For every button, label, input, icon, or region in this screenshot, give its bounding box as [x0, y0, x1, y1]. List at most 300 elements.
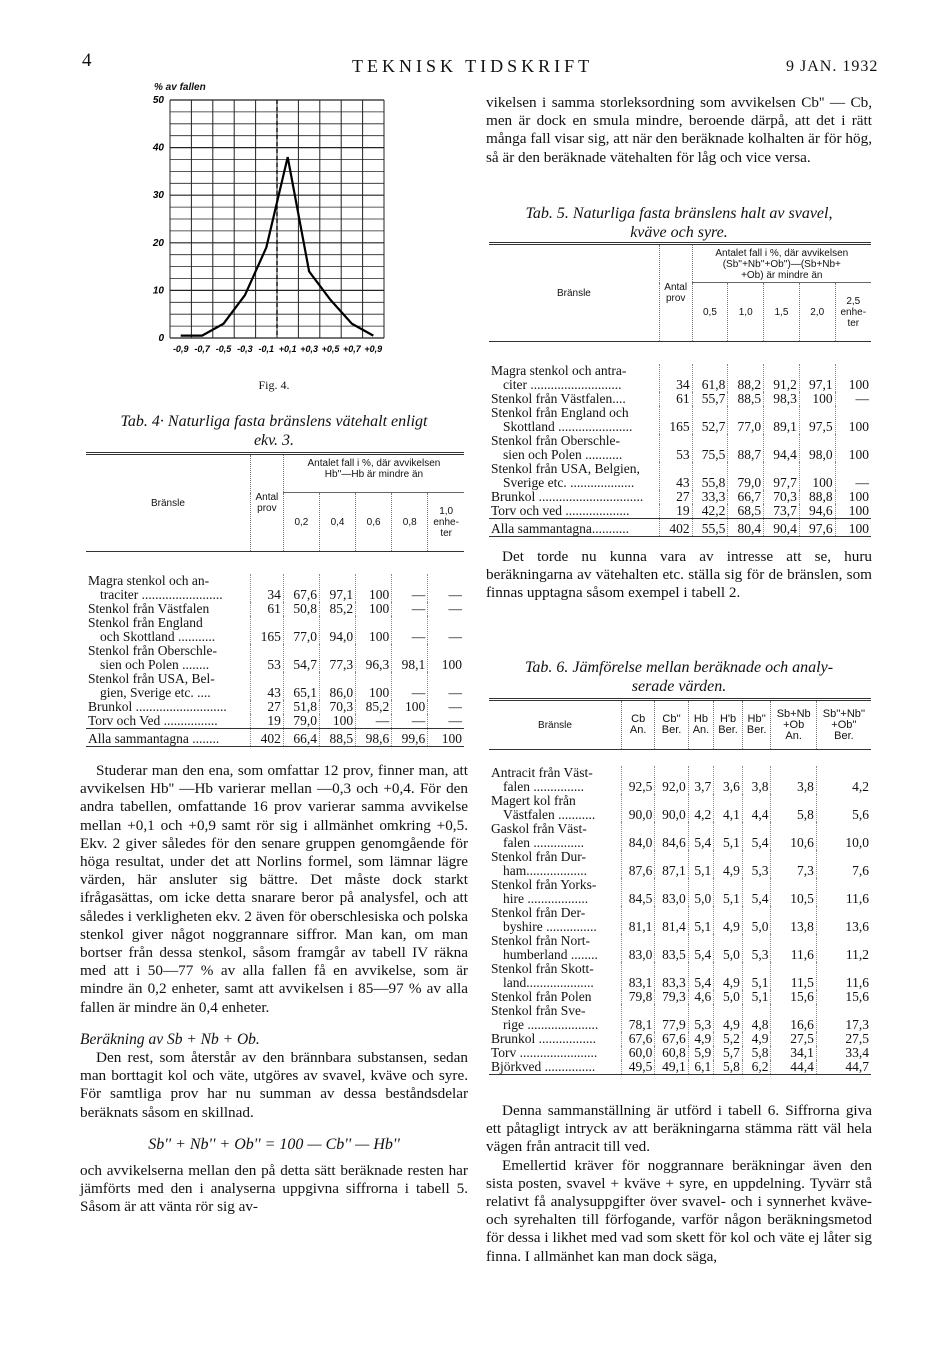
value-cell: 67,6 — [283, 574, 319, 602]
value-cell: — — [356, 714, 392, 729]
value-cell: 5,1 — [742, 990, 771, 1004]
value-cell: 83,1 — [622, 962, 655, 990]
header-group — [692, 244, 871, 283]
fuel-name-line: Brunkol ............................... — [491, 488, 644, 504]
header-fuel: Bränsle — [489, 700, 622, 750]
total-row — [86, 728, 464, 746]
value-cell: 4,9 — [714, 1004, 743, 1032]
fuel-name-line: Brunkol ................. — [491, 1030, 597, 1046]
fuel-name — [489, 434, 659, 462]
value-cell: — — [428, 672, 464, 700]
value-cell: 16,6 — [771, 1004, 816, 1032]
value-cell: — — [835, 392, 871, 406]
value-cell: 4,1 — [714, 794, 743, 822]
value-cell: 4,9 — [714, 906, 743, 934]
header-col — [622, 700, 655, 750]
value-cell: 100 — [356, 616, 392, 644]
value-cell: 77,0 — [283, 616, 319, 644]
value-cell: 13,6 — [816, 906, 871, 934]
header-col — [655, 700, 688, 750]
value-cell: 5,1 — [688, 906, 713, 934]
fuel-name — [86, 574, 250, 602]
value-cell: 67,6 — [622, 1032, 655, 1046]
table-row — [86, 672, 464, 700]
value-cell: 5,3 — [688, 1004, 713, 1032]
count-cell: 53 — [659, 434, 692, 462]
fuel-name — [86, 616, 250, 644]
value-cell: 87,1 — [655, 850, 688, 878]
x-tick-label: -0,7 — [194, 344, 210, 354]
value-cell: 49,1 — [655, 1060, 688, 1075]
fuel-name-line: Stenkol från England och — [491, 404, 629, 420]
value-cell: 100 — [319, 714, 355, 729]
fuel-name-line: och Skottland ........... — [100, 628, 216, 644]
value-cell: 4,9 — [742, 1032, 771, 1046]
value-cell: — — [392, 714, 428, 729]
value-cell: 4,9 — [688, 1032, 713, 1046]
value-cell: 55,8 — [692, 462, 728, 490]
table-5 — [489, 242, 871, 537]
header-col-line: Ber. — [718, 724, 738, 736]
value-cell: 27,5 — [816, 1032, 871, 1046]
section-heading: Beräkning av Sb + Nb + Ob. — [80, 1030, 260, 1048]
table-row — [489, 364, 871, 392]
fuel-name — [489, 490, 659, 504]
value-cell: 5,2 — [714, 1032, 743, 1046]
tab6-caption — [486, 658, 872, 696]
value-cell: 73,7 — [764, 504, 800, 519]
value-cell: 94,4 — [764, 434, 800, 462]
table-row — [489, 392, 871, 406]
value-cell: — — [392, 574, 428, 602]
value-cell: 99,6 — [392, 728, 428, 746]
y-tick-label: 50 — [152, 95, 164, 106]
value-cell: 70,3 — [764, 490, 800, 504]
value-cell: 83,0 — [655, 878, 688, 906]
fuel-name-line: Stenkol från England — [88, 614, 203, 630]
header-col: 2,5 enhe-ter — [835, 283, 871, 342]
fuel-name — [489, 990, 622, 1004]
table-row — [86, 602, 464, 616]
value-cell: 7,3 — [771, 850, 816, 878]
header-col-line: Ber. — [661, 724, 682, 736]
value-cell: 98,3 — [764, 392, 800, 406]
table-row — [489, 822, 871, 850]
y-tick-label: 0 — [158, 333, 164, 344]
value-cell: 10,0 — [816, 822, 871, 850]
line-chart — [128, 80, 408, 370]
header-col: 0,2 — [283, 493, 319, 552]
spacer-row — [489, 342, 871, 364]
value-cell: 49,5 — [622, 1060, 655, 1075]
fuel-name — [489, 504, 659, 519]
table-row — [489, 934, 871, 962]
header-col-line: Ber. — [834, 729, 854, 742]
table-row — [86, 700, 464, 714]
value-cell: 66,4 — [283, 728, 319, 746]
value-cell: — — [428, 714, 464, 729]
x-tick-label: -0,1 — [258, 344, 275, 354]
value-cell: 17,3 — [816, 1004, 871, 1032]
value-cell: 5,1 — [714, 822, 743, 850]
value-cell: 100 — [392, 700, 428, 714]
header-col-line: +Ob'' — [831, 718, 857, 731]
value-cell: 5,8 — [742, 1046, 771, 1060]
fuel-name — [489, 462, 659, 490]
header-col: 0,5 — [692, 283, 728, 342]
fuel-name — [489, 1032, 622, 1046]
value-cell: 84,0 — [622, 822, 655, 850]
paragraph: Emellertid kräver för noggrannare beräkningar även den sista posten, svavel + kväve + syre, en uppdelning. Tyvärr stå relativt få analysuppgifter över svavel- och i synnerhet kväve- och syrehalten till förfogande, varför någon beräkningsmetod för dessa i likhet med vad som skett för kol och väte ej låter sig finna. I allmänhet kan man dock säga, — [486, 1156, 872, 1265]
fuel-name — [86, 714, 250, 729]
fuel-name — [489, 364, 659, 392]
table-row — [489, 406, 871, 434]
value-cell: 5,4 — [742, 878, 771, 906]
table-row — [86, 644, 464, 672]
value-cell: 79,3 — [655, 990, 688, 1004]
count-cell: 19 — [250, 714, 283, 729]
tab4-caption-line1: Tab. 4· Naturliga fasta bränslens vätehalt enligt — [120, 413, 428, 430]
fuel-name-line: Stenkol från Polen — [491, 988, 592, 1004]
value-cell: 4,6 — [688, 990, 713, 1004]
fuel-name — [489, 822, 622, 850]
value-cell: 97,1 — [319, 574, 355, 602]
value-cell: 94,0 — [319, 616, 355, 644]
tab6-caption-line1: Tab. 6. Jämförelse mellan beräknade och analy- — [524, 659, 834, 676]
fuel-name — [489, 406, 659, 434]
fuel-name-line: Stenkol från Yorks- — [491, 876, 597, 892]
count-cell: 61 — [659, 392, 692, 406]
fuel-name — [489, 392, 659, 406]
header-fuel: Bränsle — [489, 244, 659, 342]
value-cell: 5,0 — [742, 906, 771, 934]
table-row — [489, 962, 871, 990]
value-cell: 11,2 — [816, 934, 871, 962]
table-6 — [489, 698, 871, 1075]
tab4-caption-line2: ekv. 3. — [253, 432, 295, 449]
value-cell: 100 — [799, 392, 835, 406]
fuel-name — [86, 644, 250, 672]
fuel-name-line: hire .................. — [503, 890, 589, 906]
value-cell: 100 — [835, 364, 871, 392]
total-name: Alla sammantagna ........ — [88, 730, 220, 746]
value-cell: 84,6 — [655, 822, 688, 850]
value-cell: 5,6 — [816, 794, 871, 822]
y-axis-label: % av fallen — [154, 82, 206, 93]
value-cell: 81,1 — [622, 906, 655, 934]
fuel-name-line: Magra stenkol och an- — [88, 572, 210, 588]
value-cell: 5,9 — [688, 1046, 713, 1060]
table-4 — [86, 452, 464, 747]
value-cell: 97,6 — [799, 518, 835, 536]
header-col: 2,0 — [799, 283, 835, 342]
table-row — [489, 1046, 871, 1060]
header-col: 1,0 enhe-ter — [428, 493, 464, 552]
value-cell: 5,1 — [714, 878, 743, 906]
value-cell: 7,6 — [816, 850, 871, 878]
right-body-text-bottom — [486, 1102, 872, 1266]
value-cell: 15,6 — [771, 990, 816, 1004]
value-cell: 67,6 — [655, 1032, 688, 1046]
fuel-name-line: Sverige etc. ................... — [503, 474, 635, 490]
count-cell: 27 — [250, 700, 283, 714]
value-cell: 34,1 — [771, 1046, 816, 1060]
value-cell: 65,1 — [283, 672, 319, 700]
fuel-name — [489, 1046, 622, 1060]
header-col — [816, 700, 871, 750]
header-group-line: (Sb''+Nb''+Ob'')—(Sb+Nb+ — [722, 259, 841, 270]
header-group — [283, 454, 464, 493]
value-cell: 88,8 — [799, 490, 835, 504]
value-cell: 5,0 — [688, 878, 713, 906]
total-row — [489, 518, 871, 536]
header-group-line: Hb''—Hb är mindre än — [324, 469, 424, 480]
fuel-name-line: Stenkol från Oberschle- — [88, 642, 217, 658]
value-cell: 83,0 — [622, 934, 655, 962]
total-name: Alla sammantagna........... — [491, 520, 629, 536]
header-col-line: Hb — [693, 713, 708, 725]
value-cell: 10,6 — [771, 822, 816, 850]
value-cell: 98,1 — [392, 644, 428, 672]
value-cell: 86,0 — [319, 672, 355, 700]
value-cell: 70,3 — [319, 700, 355, 714]
value-cell: 4,9 — [714, 962, 743, 990]
paragraph: Det torde nu kunna vara av intresse att se, huru beräkningarna av vätehalten etc. ställa sig för de bränslen, som finnas upptagna såsom exempel i tabell 2. — [486, 548, 872, 602]
fuel-name — [489, 878, 622, 906]
header-col: 0,8 — [392, 493, 428, 552]
fuel-name-line: Magra stenkol och antra- — [491, 362, 627, 378]
fuel-name — [489, 766, 622, 794]
fuel-name-line: Stenkol från Dur- — [491, 848, 586, 864]
header-col-line: Sb''+Nb'' — [822, 707, 866, 720]
value-cell: 77,3 — [319, 644, 355, 672]
value-cell: 100 — [356, 574, 392, 602]
value-cell: 78,1 — [622, 1004, 655, 1032]
header-col: 1,0 — [728, 283, 764, 342]
table-row — [86, 616, 464, 644]
issue-date: 9 JAN. 1932 — [786, 58, 879, 75]
fuel-name — [489, 906, 622, 934]
table-row — [489, 434, 871, 462]
fuel-name-line: Stenkol från Nort- — [491, 932, 590, 948]
value-cell: — — [428, 602, 464, 616]
value-cell: 33,4 — [816, 1046, 871, 1060]
header-col-line: Sb+Nb — [776, 707, 811, 720]
value-cell: 100 — [428, 644, 464, 672]
value-cell: 4,2 — [816, 766, 871, 794]
value-cell: 100 — [356, 602, 392, 616]
count-cell: 43 — [659, 462, 692, 490]
value-cell: 5,8 — [771, 794, 816, 822]
value-cell: 77,0 — [728, 406, 764, 434]
count-cell: 61 — [250, 602, 283, 616]
value-cell: 79,8 — [622, 990, 655, 1004]
fuel-name — [86, 602, 250, 616]
value-cell: 5,1 — [688, 850, 713, 878]
table-row — [489, 794, 871, 822]
fuel-name-line: Stenkol från Västfalen — [88, 600, 210, 616]
fuel-name-line: Björkved ............... — [491, 1058, 596, 1074]
value-cell: 88,5 — [728, 392, 764, 406]
value-cell: 83,5 — [655, 934, 688, 962]
value-cell: 100 — [835, 490, 871, 504]
table-row — [489, 906, 871, 934]
value-cell: 55,7 — [692, 392, 728, 406]
fuel-name-line: ham.................. — [503, 862, 587, 878]
value-cell: 5,4 — [688, 822, 713, 850]
value-cell: 51,8 — [283, 700, 319, 714]
fuel-name-line: land.................... — [503, 974, 594, 990]
fuel-name-line: Torv ....................... — [491, 1044, 598, 1060]
value-cell: 75,5 — [692, 434, 728, 462]
tab4-caption — [80, 412, 468, 450]
fuel-name-line: Gaskol från Väst- — [491, 820, 587, 836]
header-col-line: Hb'' — [747, 713, 766, 725]
value-cell: 5,8 — [714, 1060, 743, 1075]
journal-title: TEKNISK TIDSKRIFT — [352, 56, 594, 76]
value-cell: 27,5 — [771, 1032, 816, 1046]
page-number: 4 — [82, 50, 92, 71]
fuel-name-line: rige ..................... — [503, 1016, 599, 1032]
value-cell: 52,7 — [692, 406, 728, 434]
header-col-line: An. — [785, 729, 802, 742]
value-cell: 92,5 — [622, 766, 655, 794]
value-cell: 42,2 — [692, 504, 728, 519]
count-cell: 34 — [659, 364, 692, 392]
header-col: 0,6 — [356, 493, 392, 552]
header-col-line: H'b — [719, 713, 737, 725]
value-cell: 100 — [835, 434, 871, 462]
value-cell: 4,4 — [742, 794, 771, 822]
fuel-name-line: falen ............... — [503, 778, 584, 794]
fuel-name-line: citer ........................... — [503, 376, 622, 392]
right-body-text-top — [486, 94, 872, 167]
header-col-line: An. — [629, 724, 647, 736]
value-cell: 98,0 — [799, 434, 835, 462]
value-cell: 97,1 — [799, 364, 835, 392]
value-cell: 80,4 — [728, 518, 764, 536]
fuel-name — [489, 962, 622, 990]
value-cell: — — [428, 700, 464, 714]
value-cell: 89,1 — [764, 406, 800, 434]
fuel-name-line: Stenkol från Västfalen.... — [491, 390, 626, 406]
fuel-name-line: sien och Polen ........ — [100, 656, 210, 672]
table-row — [489, 1032, 871, 1046]
value-cell: 11,6 — [771, 934, 816, 962]
y-tick-label: 30 — [152, 190, 164, 202]
value-cell: — — [428, 574, 464, 602]
table-row — [489, 990, 871, 1004]
value-cell: 100 — [799, 462, 835, 490]
spacer-row — [86, 552, 464, 574]
value-cell: 84,5 — [622, 878, 655, 906]
value-cell: 5,4 — [688, 934, 713, 962]
fuel-name-line: humberland ........ — [503, 946, 598, 962]
value-cell: 90,0 — [622, 794, 655, 822]
value-cell: 44,4 — [771, 1060, 816, 1075]
table-row — [489, 1060, 871, 1075]
count-cell: 53 — [250, 644, 283, 672]
value-cell: 100 — [835, 504, 871, 519]
value-cell: 100 — [835, 518, 871, 536]
header-col-line: An. — [692, 724, 710, 736]
count-cell: 27 — [659, 490, 692, 504]
value-cell: 4,9 — [714, 850, 743, 878]
header-group-line: Antalet fall i %, där avvikelsen — [307, 458, 441, 469]
y-tick-label: 20 — [152, 237, 164, 249]
header-col: 1,5 — [764, 283, 800, 342]
x-tick-label: -0,5 — [215, 344, 232, 354]
value-cell: 100 — [835, 406, 871, 434]
value-cell: 60,0 — [622, 1046, 655, 1060]
tab5-caption-line2: kväve och syre. — [630, 224, 728, 241]
value-cell: 5,1 — [742, 962, 771, 990]
header-row — [489, 244, 871, 283]
y-tick-label: 40 — [152, 142, 164, 154]
value-cell: 100 — [356, 672, 392, 700]
header-col — [742, 700, 771, 750]
value-cell: 85,2 — [319, 602, 355, 616]
x-tick-label: +0,7 — [343, 344, 361, 354]
fuel-name-line: Torv och Ved ................ — [88, 712, 218, 728]
x-tick-label: -0,9 — [172, 344, 189, 354]
x-tick-label: +0,1 — [278, 344, 297, 354]
header-count: Antal prov — [659, 244, 692, 342]
value-cell: 11,5 — [771, 962, 816, 990]
count-cell: 402 — [250, 728, 283, 746]
value-cell: 4,2 — [688, 794, 713, 822]
value-cell: 5,0 — [714, 934, 743, 962]
header-col-line: Cb — [631, 713, 646, 725]
fuel-name-line: Stenkol från Skott- — [491, 960, 594, 976]
value-cell: 15,6 — [816, 990, 871, 1004]
count-cell: 402 — [659, 518, 692, 536]
table-row — [86, 574, 464, 602]
equation: Sb'' + Nb'' + Ob'' = 100 — Cb'' — Hb'' — [148, 1135, 400, 1153]
table-row — [489, 850, 871, 878]
value-cell: 90,4 — [764, 518, 800, 536]
value-cell: 92,0 — [655, 766, 688, 794]
header-count: Antal prov — [250, 454, 283, 552]
value-cell: — — [392, 602, 428, 616]
value-cell: 60,8 — [655, 1046, 688, 1060]
table-5-grid — [489, 242, 871, 537]
value-cell: 11,6 — [816, 878, 871, 906]
value-cell: 6,2 — [742, 1060, 771, 1075]
count-cell: 165 — [250, 616, 283, 644]
value-cell: 85,2 — [356, 700, 392, 714]
fuel-name-line: Stenkol från USA, Bel- — [88, 670, 215, 686]
table-row — [489, 504, 871, 519]
value-cell: 6,1 — [688, 1060, 713, 1075]
tab5-caption-line1: Tab. 5. Naturliga fasta bränslens halt av svavel, — [525, 205, 833, 222]
table-row — [489, 766, 871, 794]
value-cell: 5,3 — [742, 934, 771, 962]
value-cell: 44,7 — [816, 1060, 871, 1075]
right-body-text-mid — [486, 548, 872, 603]
fuel-name-line: Brunkol ........................... — [88, 698, 227, 714]
value-cell: 88,2 — [728, 364, 764, 392]
x-tick-label: +0,3 — [300, 344, 318, 354]
value-cell: 66,7 — [728, 490, 764, 504]
header-group-line: +Ob) är mindre än — [741, 270, 823, 281]
table-row — [86, 714, 464, 729]
value-cell: 5,3 — [742, 850, 771, 878]
value-cell: 97,5 — [799, 406, 835, 434]
count-cell: 43 — [250, 672, 283, 700]
value-cell: 98,6 — [356, 728, 392, 746]
value-cell: 88,7 — [728, 434, 764, 462]
